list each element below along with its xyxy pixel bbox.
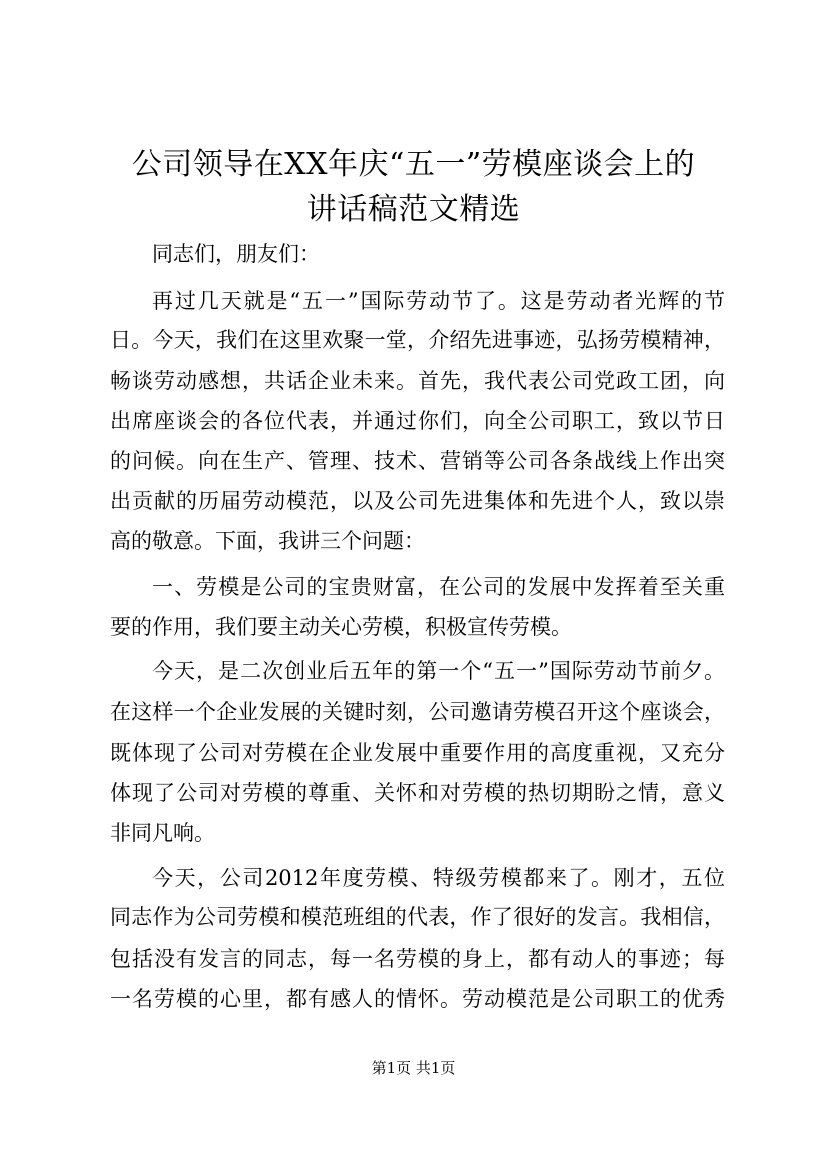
body-line: 体现了公司对劳模的尊重、关怀和对劳模的热切期盼之情，意义 [110,781,725,805]
body-line: 日。今天，我们在这里欢聚一堂，介绍先进事迹，弘扬劳模精神， [110,328,725,352]
page-number-footer: 第1页 共1页 [371,1059,456,1077]
body-line: 再过几天就是“五一”国际劳动节了。这是劳动者光辉的节 [152,289,725,313]
body-line: 出席座谈会的各位代表，并通过你们，向全公司职工，致以节日 [110,409,725,433]
document-title-line-1: 公司领导在XX年庆“五一”劳模座谈会上的 [131,147,696,182]
body-line: 高的敬意。下面，我讲三个问题： [110,529,425,553]
body-line: 同志作为公司劳模和模范班组的代表，作了很好的发言。我相信， [110,905,725,929]
body-line: 要的作用，我们要主动关心劳模，积极宣传劳模。 [110,615,572,639]
body-line: 今天，公司2012年度劳模、特级劳模都来了。刚才，五位 [152,866,725,890]
body-line: 一名劳模的心里，都有感人的情怀。劳动模范是公司职工的优秀 [110,987,725,1011]
body-line: 一、劳模是公司的宝贵财富，在公司的发展中发挥着至关重 [152,575,725,599]
body-line: 包括没有发言的同志，每一名劳模的身上，都有动人的事迹；每 [110,947,725,971]
body-line: 在这样一个企业发展的关键时刻，公司邀请劳模召开这个座谈会， [110,700,725,724]
body-line: 今天，是二次创业后五年的第一个“五一”国际劳动节前夕。 [152,659,725,683]
body-line: 出贡献的历届劳动模范，以及公司先进集体和先进个人，致以崇 [110,489,725,513]
body-line: 同志们，朋友们： [152,242,320,266]
document-title-line-2: 讲话稿范文精选 [306,192,521,227]
body-line: 非同凡响。 [110,821,215,845]
body-line: 既体现了公司对劳模在企业发展中重要作用的高度重视，又充分 [110,741,725,765]
body-line: 畅谈劳动感想，共话企业未来。首先，我代表公司党政工团，向 [110,369,725,393]
body-line: 的问候。向在生产、管理、技术、营销等公司各条战线上作出突 [110,449,725,473]
